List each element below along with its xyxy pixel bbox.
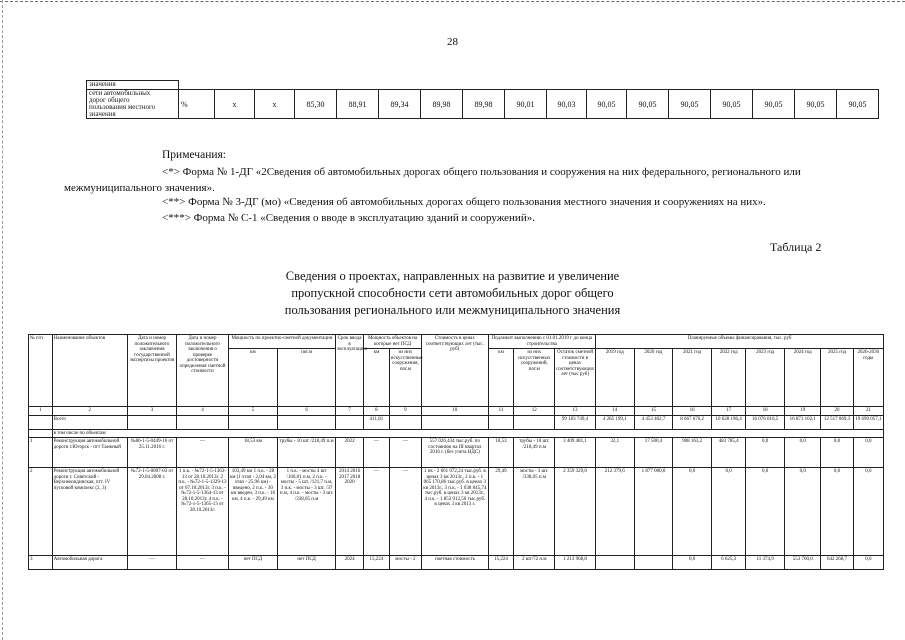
header-cell: км (488, 349, 514, 407)
table-cell: нет ПСД (228, 556, 277, 570)
notes-title: Примечания: (162, 149, 226, 161)
table-cell: мосты - 3 шт. /338,05 п.м (514, 468, 555, 556)
table-cell: 90,05 (711, 90, 753, 119)
header-cell: 2023 год (746, 349, 785, 407)
table-cell: — (177, 438, 229, 468)
table-cell: 2 шт/72 п.м (514, 556, 555, 570)
table-cell: №86-1-5-0449-16 от 25.11.2016 г. (127, 438, 176, 468)
table-cell (634, 556, 673, 570)
table-cell: 18,53 (488, 438, 514, 468)
header-cell: 2019 год (595, 349, 634, 407)
table-cell: 557 026,434 тыс.руб. по состоянию на III квартал 2016 г. (без учета НДС) (422, 438, 489, 468)
header-cell: Срок ввода в эксплуатацию (336, 335, 364, 407)
table-cell: 11 374,9 (746, 556, 785, 570)
table-cell: 1 877 000,0 (634, 468, 673, 556)
column-number: 5 (228, 407, 277, 416)
table-cell: 12 517 069,3 (821, 415, 853, 429)
header-cell: Остаток сметной стоимости в ценах соответствующих лет (тыс руб) (555, 349, 596, 407)
header-cell: № п/п (29, 335, 53, 407)
note-1: <*> Форма № 1-ДГ «2Сведения об автомобильных дорогах общего пользования и сооружения на них федерального, регионального или межмуниципального значения». (64, 166, 801, 194)
table-cell: 3 409 481,1 (555, 438, 596, 468)
table-cell: 1 п.к. - №72-1-5-1363-13 от 28.10.2013г. 2 п.к. - №72-1-5-1329-13 от 07.10.2013г. 3 п.к. - №72-1-5-1364-13 от 28.10.2013г. 4 п.к. - №72-1-5-1365-13 от 28.10.2013г. (177, 468, 229, 556)
table-cell: 1 п.к. - мосты 4 шт /160,01 п.м, 2 п.к. - мосты - 5 шт. /121,7 п.м, 3 п.к. - мосты - 3 шт. /37 п.м, 4 п.к. - мосты - 3 шт. /338,05 п.м (278, 468, 336, 556)
indicators-table-fragment (86, 80, 879, 119)
column-number: 17 (711, 407, 745, 416)
header-cell: Стоимость в ценах соответствующих лет (тыс. руб) (422, 335, 489, 407)
table-cell: 908 163,2 (673, 438, 712, 468)
header-cell: из них искусственных сооружений, пог.м (514, 349, 555, 407)
column-number: 20 (821, 407, 853, 416)
table-cell: 99 183 749,4 (555, 415, 596, 429)
table-cell: 89,98 (421, 90, 463, 119)
table-cell: — (177, 556, 229, 570)
table-cell: нет ПСД (278, 556, 336, 570)
table-cell: 0,0 (853, 556, 883, 570)
table-cell: 0,0 (853, 468, 883, 556)
column-number: 11 (488, 407, 514, 416)
table-cell: — (127, 556, 176, 570)
table-cell: — (364, 468, 390, 556)
column-number: 8 (364, 407, 390, 416)
table-cell: 19 699 057,1 (853, 415, 883, 429)
table-cell: 0,0 (673, 468, 712, 556)
column-number: 2 (52, 407, 127, 416)
table-row (87, 81, 879, 90)
table-cell: 90,01 (505, 90, 547, 119)
table-cell: 10 628 196,4 (711, 415, 745, 429)
table-cell: мосты - 2 (389, 556, 421, 570)
total-row (29, 415, 884, 429)
header-cell: 2025 год (821, 349, 853, 407)
table-cell: — (389, 438, 421, 468)
header-cell: Подлежит выполнению с 01.01.2019 г до конца строительства (488, 335, 595, 349)
header-cell: Дата и номер положительного заключения о проверке достоверности определения сметной стоимости (177, 335, 229, 407)
header-cell: Дата и номер положительного заключения государственной экспертизы проектов (127, 335, 176, 407)
column-number: 1 (29, 407, 53, 416)
column-numbers-row (29, 407, 884, 416)
header-cell: Мощность объектов на которые нет ПСД (364, 335, 422, 349)
projects-table (28, 334, 884, 570)
header-cell: 2020 год (634, 349, 673, 407)
table-cell: 0,0 (746, 438, 785, 468)
table-cell: — (364, 438, 390, 468)
column-number: 9 (389, 407, 421, 416)
note-3: <***> Форма № С-1 «Сведения о вводе в эксплуатацию зданий и сооружений». (162, 212, 535, 224)
header-cell: 2024 год (784, 349, 821, 407)
table-cell: 15,224 (364, 556, 390, 570)
column-number: 10 (422, 407, 489, 416)
table-cell: 16 076 016,5 (746, 415, 785, 429)
column-number: 18 (746, 407, 785, 416)
table-cell: 6 625,3 (711, 556, 745, 570)
fragment-label: значения (87, 81, 179, 90)
table-cell: сметная стоимость (422, 556, 489, 570)
table-header-row (29, 335, 884, 349)
table-cell: 0,0 (784, 468, 821, 556)
table-cell: 90,05 (753, 90, 795, 119)
table-cell: 18,53 км (228, 438, 277, 468)
row-number: 1 (29, 438, 53, 468)
table-row (29, 468, 884, 556)
table-cell: 4 285 199,1 (595, 415, 634, 429)
table-cell: x (255, 90, 295, 119)
header-cell: 2021 год (673, 349, 712, 407)
table-cell: 90,05 (627, 90, 669, 119)
table-cell: 411,81 (364, 415, 390, 429)
header-cell: 2026-2030 годы (853, 349, 883, 407)
subheader-label: в том числе по объектам (52, 429, 883, 438)
table-cell: 89,34 (379, 90, 421, 119)
table-cell: трубы - 10 шт. /218,49 п.м (514, 438, 555, 468)
unit-cell: % (179, 90, 215, 119)
header-cell: из них искусственные сооружения, пог.м (389, 349, 421, 407)
table-cell: 15,224 (488, 556, 514, 570)
table-cell: 0,0 (853, 438, 883, 468)
header-cell: км (364, 349, 390, 407)
table-cell: 0,0 (784, 438, 821, 468)
total-label: Всего (52, 415, 127, 429)
header-cell: км (228, 349, 277, 407)
column-number: 13 (555, 407, 596, 416)
table-title-line: пользования регионального или межмуниципального значения (284, 303, 621, 317)
column-number: 19 (784, 407, 821, 416)
table-cell: 483 785,4 (711, 438, 745, 468)
table-title (0, 268, 905, 319)
table-cell: 90,05 (795, 90, 837, 119)
header-cell: Мощность по проектно-сметной документации (228, 335, 335, 349)
table-title-line: пропускной способности сети автомобильных дорог общего (291, 286, 614, 300)
column-number: 4 (177, 407, 229, 416)
table-cell: №72-1-5-0007-03 от 29.04.2008 г. (127, 468, 176, 556)
column-number: 6 (278, 407, 336, 416)
object-name: Автомобильная дорога (52, 556, 127, 570)
table-title-line: Сведения о проектах, направленных на развитие и увеличение (285, 269, 620, 283)
object-name: Реконструкция автомобильной дороги г.Югорск - пгт Таежный (52, 438, 127, 468)
table-cell: 29,49 (488, 468, 514, 556)
table-cell: 16 871 102,1 (784, 415, 821, 429)
subheader-row (29, 429, 884, 438)
table-cell: 2024 (336, 556, 364, 570)
row-number: 3 (29, 556, 53, 570)
table-cell: 90,05 (587, 90, 627, 119)
table-cell: 90,05 (669, 90, 711, 119)
table-cell: 85,30 (295, 90, 337, 119)
column-number: 15 (634, 407, 673, 416)
scan-edge-left (2, 0, 3, 640)
table-cell: 1 пк - 2 661 072,24 тыс.руб. в ценах 3 кв 2013г., 2 п.к. - 1 065 170,86 тыс.руб. в ценах 3 кв 2013г., 3 п.к. - 1 038 845,74 тыс.руб. в ценах 3 кв 2013г., 4 п.к. - 1 853 912,56 тыс.руб. в ценах 3 кв 2013 г. (422, 468, 489, 556)
table-cell: 2022 (336, 438, 364, 468)
column-number: 14 (595, 407, 634, 416)
table-row (29, 438, 884, 468)
table-cell: x (215, 90, 255, 119)
table-cell: 89,98 (463, 90, 505, 119)
table-cell: трубы - 10 шт /218,49 п.м (278, 438, 336, 468)
table-cell: 2 359 329,0 (555, 468, 596, 556)
column-number: 21 (853, 407, 883, 416)
table-cell: 1 213 968,8 (555, 556, 596, 570)
table-cell: — (389, 468, 421, 556)
table-cell: 553 700,0 (784, 556, 821, 570)
table-cell: 0,0 (711, 468, 745, 556)
header-cell: Наименование объектов (52, 335, 127, 407)
table-label: Таблица 2 (770, 240, 822, 254)
page-number: 28 (447, 36, 458, 48)
note-2: <**> Форма № 3-ДГ (мо) «Сведения об автомобильных дорогах общего пользования местного значения и сооружениях на них». (162, 196, 766, 208)
table-cell: 0,0 (673, 556, 712, 570)
table-cell: 642 268,7 (821, 556, 853, 570)
table-cell: 90,05 (837, 90, 879, 119)
column-number: 16 (673, 407, 712, 416)
column-number: 3 (127, 407, 176, 416)
scan-edge-top (0, 1, 905, 2)
table-cell: 90,03 (547, 90, 587, 119)
table-cell (595, 556, 634, 570)
table-row (87, 90, 879, 119)
header-cell: 2022 год (711, 349, 745, 407)
table-cell: 4 453 402,7 (634, 415, 673, 429)
table-cell: 212 379,6 (595, 468, 634, 556)
table-cell: 0,0 (821, 438, 853, 468)
table-cell: 103,49 км 1 п.к. - 28 км (1 этап - 2,04 км, 2 этап - 25,96 км) - введено, 2 п.к. - 30 км введен, 3 п.к. - 16 км, 4 п.к. - 29,49 км (228, 468, 277, 556)
table-cell: 0,0 (746, 468, 785, 556)
row-number: 2 (29, 468, 53, 556)
table-cell: 8 667 676,2 (673, 415, 712, 429)
object-name: Реконструкция автомобильной дороги г. Советский - Верхнекондинская, пгт. IV пусковой комплекс (2, 3) (52, 468, 127, 556)
header-cell: Планируемые объемы финансирования, тыс. руб (595, 335, 883, 349)
table-row (29, 556, 884, 570)
table-cell: 17 500,4 (634, 438, 673, 468)
column-number: 12 (514, 407, 555, 416)
table-cell: 88,91 (337, 90, 379, 119)
table-cell: 2014 2016 2017 2018 2020 (336, 468, 364, 556)
header-cell: пог.м (278, 349, 336, 407)
row-label: сети автомобильных дорог общего пользования местного значения (87, 90, 179, 119)
table-cell: 0,0 (821, 468, 853, 556)
column-number: 7 (336, 407, 364, 416)
table-cell: 32,1 (595, 438, 634, 468)
